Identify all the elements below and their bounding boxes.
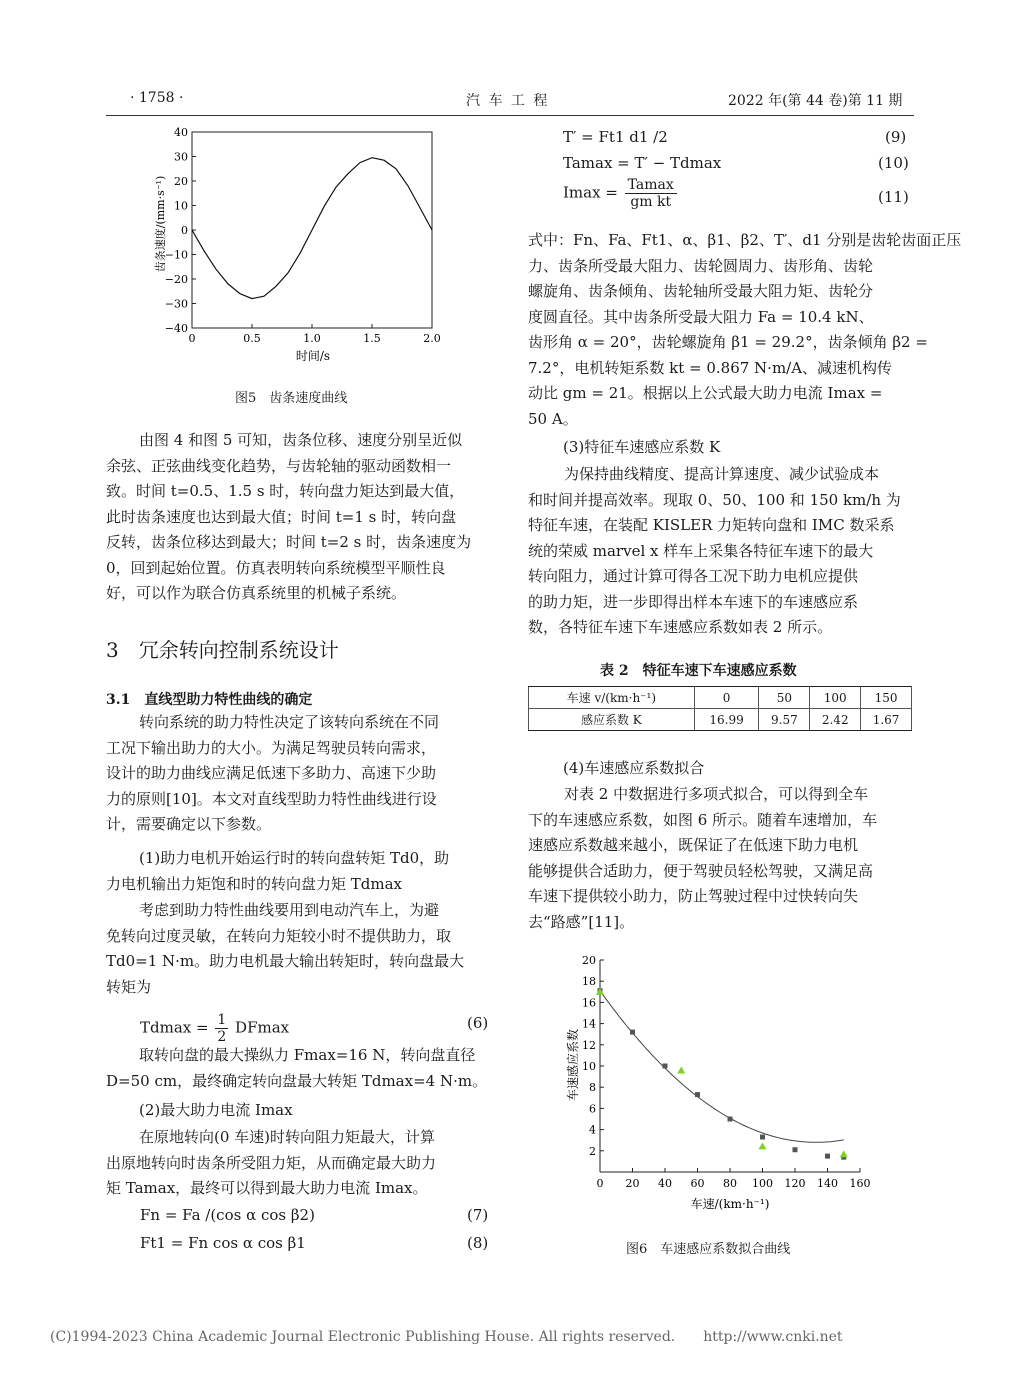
fig6-measured-point: [596, 988, 604, 995]
fig5-y-tick-label: 0: [181, 224, 188, 237]
equation-8-number: (8): [467, 1234, 489, 1252]
fig5-y-tick-label: −30: [164, 297, 188, 311]
fig6-measured-point: [840, 1150, 848, 1157]
fig5-y-tick-label: 20: [174, 175, 188, 188]
fig6-x-tick-label: 20: [625, 1177, 640, 1190]
fig6-x-tick-label: 120: [784, 1177, 806, 1190]
fig6-x-tick-label: 100: [752, 1177, 773, 1190]
fig6-y-tick-label: 2: [589, 1144, 596, 1158]
equation-6: Tdmax = $\frac{1}{2}$ DFmax: [140, 1012, 290, 1045]
fig5-x-tick-label: 2.0: [423, 332, 441, 345]
equation-10-number: (10): [878, 154, 909, 172]
fig5-y-tick-label: −10: [164, 248, 188, 262]
fig5-y-tick-label: 40: [174, 126, 188, 139]
fig6-y-tick-label: 4: [589, 1123, 596, 1137]
left-para3: 考虑到助力特性曲线要用到电动汽车上，为避 免转向过度灵敏，在转向力矩较小时不提供助力，取 Td0=1 N·m。助力电机最大输出转矩时，转向盘最大 转矩为: [106, 901, 465, 996]
fig6-y-tick-label: 14: [582, 1017, 596, 1031]
left-para5: 在原地转向(0 车速)时转向阻力矩最大，计算 出原地转向时齿条所受阻力矩，从而确定最大助力 矩 Tamax，最终可以得到最大助力电流 Imax。: [106, 1128, 437, 1197]
table-2: [528, 686, 912, 731]
fig5-x-tick-label: 0.5: [243, 332, 261, 345]
equation-7-number: (7): [467, 1206, 489, 1224]
page-number: · 1758 ·: [130, 90, 184, 106]
fig6-x-tick-label: 40: [658, 1177, 672, 1190]
fig6-y-tick-label: 10: [582, 1060, 596, 1073]
fig6-fit-point: [728, 1117, 733, 1122]
fig5-y-tick-label: 10: [174, 199, 188, 213]
fig6-measured-point: [759, 1142, 767, 1149]
fig6-x-tick-label: 0: [596, 1177, 604, 1190]
fig6-y-tick-label: 16: [582, 996, 596, 1010]
left-para2: 转向系统的助力特性决定了该转向系统在不同 工况下输出助力的大小。为满足驾驶员转向需求， 设计的助力曲线应满足低速下多助力、高速下少助 力的原则[10]。本文对直线型助力特性曲线进行设 计，需要确定以下参数。: [106, 713, 440, 833]
subsection-heading: 3.1 直线型助力特性曲线的确定: [106, 692, 313, 708]
equation-9: T′ = Ft1 d1 /2: [563, 128, 668, 146]
fig6-fit-curve: [600, 991, 844, 1143]
section-heading: 3 冗余转向控制系统设计: [106, 638, 339, 662]
left-para1: 由图 4 和图 5 可知，齿条位移、速度分别呈近似 余弦、正弦曲线变化趋势，与齿轮轴的驱动函数相一 致。时间 t=0.5、1.5 s 时，转向盘力矩达到最大值， 此时齿条速度也达到最大值；时间 t=1 s 时，转向盘 反转，齿条位移达到最大；时间 t=2 s 时，齿条速度为 0，回到起始位置。仿真表明转向系统模型平顺性良 好，可以作为联合仿真系统里的机械子系统。: [106, 431, 472, 602]
fig6-x-tick-label: 140: [817, 1177, 838, 1190]
fig6-fit-point: [630, 1030, 635, 1035]
table-row: 车速 v/(km·h⁻¹) 0 50 100 150: [529, 687, 912, 709]
fig5-x-tick-label: 1.5: [363, 332, 381, 345]
fig5-x-tick-label: 1.0: [303, 332, 321, 345]
equation-9-number: (9): [885, 128, 907, 146]
right-para1: 式中：Fn、Fa、Ft1、α、β1、β2、T′、d1 分别是齿轮齿面正压 力、齿条所受最大阻力、齿轮圆周力、齿形角、齿轮 螺旋角、齿条倾角、齿轮轴所受最大阻力矩、齿轮分 度圆直径。其中齿条所受最大阻力 Fa = 10.4 kN、 齿形角 α = 20°，齿轮螺旋角 β1 = 29.2°，齿条倾角 β2 = 7.2°，电机转矩系数 kt = 0.867 N·m/A、减速机构传 动比 gm = 21。根据以上公式最大助力电流 Imax = 50 A。: [528, 231, 962, 428]
fig6-measured-point: [677, 1067, 685, 1074]
fig6-y-tick-label: 8: [589, 1081, 596, 1095]
copyright-footer: (C)1994-2023 China Academic Journal Electronic Publishing House. All rights reserved. http://www.cnki.net: [50, 1329, 843, 1345]
left-item2: (2)最大助力电流 Imax: [139, 1101, 293, 1119]
left-item1: (1)助力电机开始运行时的转向盘转矩 Td0，助 力电机输出力矩饱和时的转向盘力矩 Tdmax: [106, 849, 450, 893]
fig6-fit-point: [695, 1092, 700, 1097]
fig6-x-tick-label: 160: [849, 1177, 871, 1190]
table-row: 感应系数 K 16.99 9.57 2.42 1.67: [529, 709, 912, 731]
fig6-y-tick-label: 20: [582, 954, 596, 967]
fig6-x-tick-label: 80: [723, 1177, 737, 1190]
fig6-y-label: 车速感应系数: [566, 1028, 580, 1102]
speed-coefficient-chart: [555, 950, 885, 1220]
right-para2: 为保持曲线精度、提高计算速度、减少试验成本 和时间并提高效率。现取 0、50、100 和 150 km/h 为 特征车速，在装配 KISLER 力矩转向盘和 IMC 数采系 统的荣威 marvel x 样车上采集各特征车速下的最大 转向阻力，通过计算可得各工况下助力电机应提供 的助力矩，进一步即得出样本车速下的车速感应系 数，各特征车速下车速感应系数如表 2 所示。: [528, 465, 901, 636]
journal-name: 汽 车 工 程: [466, 93, 550, 109]
fig5-series-line: [192, 158, 432, 299]
journal-issue: 2022 年(第 44 卷)第 11 期: [728, 93, 903, 109]
fig6-y-tick-label: 12: [582, 1038, 596, 1052]
equation-11-number: (11): [878, 188, 909, 206]
header-rule: [106, 115, 914, 116]
fig5-y-tick-label: −20: [164, 273, 188, 286]
fig6-caption: 图6 车速感应系数拟合曲线: [626, 1242, 791, 1257]
fig5-y-label: 齿条速度/(mm·s⁻¹): [154, 175, 167, 273]
right-item3: (3)特征车速感应系数 K: [563, 438, 721, 456]
fig6-fit-point: [793, 1147, 798, 1152]
fig5-y-tick-label: −40: [164, 322, 188, 335]
rack-velocity-chart: [120, 118, 480, 368]
right-para3: 对表 2 中数据进行多项式拟合，可以得到全车 下的车速感应系数，如图 6 所示。随着车速增加，车 速感应系数越来越小，既保证了在低速下助力电机 能够提供合适助力，便于驾驶员轻松驾驶，又满足高 车速下提供较小助力，防止驾驶过程中过快转向失 去“路感”[11]。: [528, 785, 878, 931]
fig6-y-tick-label: 18: [582, 975, 596, 989]
fig6-fit-point: [825, 1154, 830, 1159]
equation-10: Tamax = T′ − Tdmax: [563, 154, 722, 172]
fig5-caption: 图5 齿条速度曲线: [235, 391, 348, 406]
fig5-x-label: 时间/s: [295, 349, 331, 363]
equation-6-number: (6): [467, 1014, 489, 1032]
fig5-x-tick-label: 0: [188, 332, 196, 345]
fig6-y-tick-label: 6: [589, 1102, 596, 1116]
equation-11: Imax = Tamax gm kt: [563, 177, 679, 210]
left-para4: 取转向盘的最大操纵力 Fmax=16 N，转向盘直径 D=50 cm，最终确定转向盘最大转矩 Tdmax=4 N·m。: [106, 1046, 488, 1090]
fig6-x-label: 车速/(km·h⁻¹): [690, 1197, 770, 1211]
fig6-fit-point: [663, 1064, 668, 1069]
table2-caption: 表 2 特征车速下车速感应系数: [600, 663, 797, 679]
right-item4: (4)车速感应系数拟合: [563, 759, 705, 777]
fig5-y-tick-label: 30: [174, 150, 188, 164]
fig6-x-tick-label: 60: [690, 1177, 705, 1190]
equation-7: Fn = Fa /(cos α cos β2): [140, 1206, 315, 1224]
fig6-fit-point: [760, 1135, 765, 1140]
equation-8: Ft1 = Fn cos α cos β1: [140, 1234, 306, 1252]
